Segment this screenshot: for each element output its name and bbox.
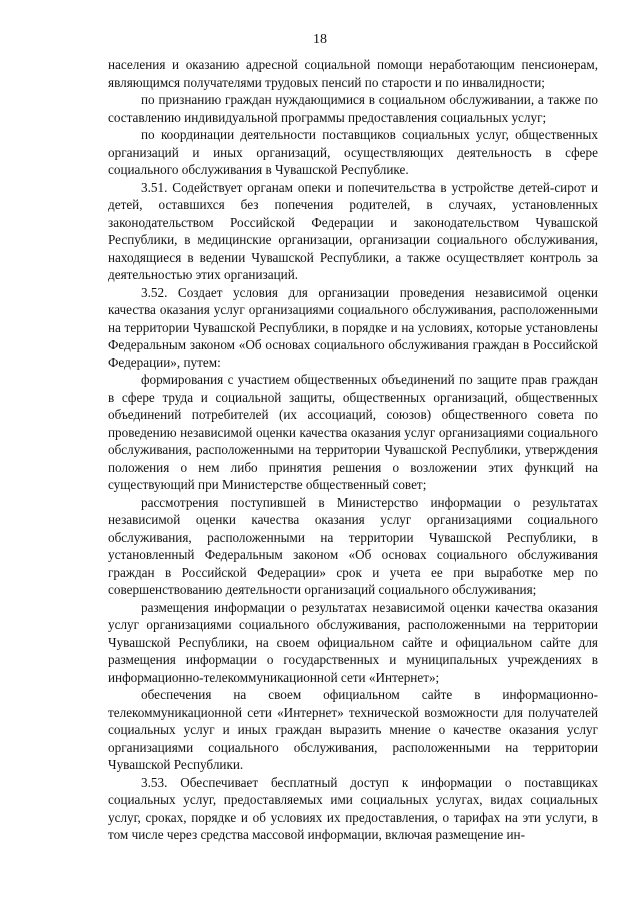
paragraph: 3.53. Обеспечивает бесплатный доступ к информации о поставщиках социальных услуг, предоставляемых ими социальных услугах, видах социальных услуг, сроках, порядке и об условиях их предоставления, о тарифах на эти услуги, в том числе через средства массовой информации, включая размещение ин- <box>108 774 598 842</box>
paragraph: по координации деятельности поставщиков социальных услуг, общественных организаций и иных организаций, осуществляющих деятельность в сфере социального обслуживания в Чувашской Республике. <box>108 127 598 177</box>
page-number: 18 <box>313 32 327 47</box>
paragraph: обеспечения на своем официальном сайте в информационно-телекоммуникационной сети «Интернет» технической возможности для получателей социальных услуг и иных граждан выразить мнение о качестве оказания услуг организациями социального обслуживания, расположенными на территории Чувашской Республики. <box>108 687 598 772</box>
paragraph: 3.52. Создает условия для организации проведения независимой оценки качества оказания услуг организациями социального обслуживания, расположенными на территории Чувашской Республики, в порядке и на условиях, которые установлены Федеральным законом «Об основах социального обслуживания граждан в Российской Федерации», путем: <box>108 284 598 370</box>
paragraph: по признанию граждан нуждающимися в социальном обслуживании, а также по составлению индивидуальной программы предоставления социальных услуг; <box>108 92 598 125</box>
paragraph: 3.51. Содействует органам опеки и попечительства в устройстве детей-сирот и детей, оставшихся без попечения родителей, в случаях, установленных законодательством Российской Федерации и законодательством Чувашской Республики, в медицинские организации, организации социального обслуживания, находящиеся в ведении Чувашской Республики, а также осуществляет контроль за деятельностью этих организаций. <box>108 179 598 282</box>
paragraph: населения и оказанию адресной социальной помощи неработающим пенсионерам, являющимся получателями трудовых пенсий по старости и по инвалидности; <box>108 57 598 90</box>
paragraph: формирования с участием общественных объединений по защите прав граждан в сфере труда и социальной защиты, общественных организаций, общественных объединений потребителей (их ассоциаций, союзов) общественного совета по проведению независимой оценки качества оказания услуг организациями социального обслуживания, расположенными на территории Чувашской Республики, утверждения положения о нем либо принятия решения о возложении этих функций на существующий при Министерстве общественный совет; <box>108 372 598 492</box>
document-body <box>108 56 598 844</box>
paragraph: размещения информации о результатах независимой оценки качества оказания услуг организациями социального обслуживания, расположенными на территории Чувашской Республики, на своем официальном сайте и официальном сайте для размещения информации о государственных и муниципальных учреждениях в информационно-телекоммуникационной сети «Интернет»; <box>108 599 598 685</box>
paragraph: рассмотрения поступившей в Министерство информации о результатах независимой оценки качества оказания услуг организациями социального обслуживания, расположенными на территории Чувашской Республики, в установленный Федеральным законом «Об основах социального обслуживания граждан в Российской Федерации» срок и учета ее при выработке мер по совершенствованию деятельности организаций социального обслуживания; <box>108 494 598 597</box>
